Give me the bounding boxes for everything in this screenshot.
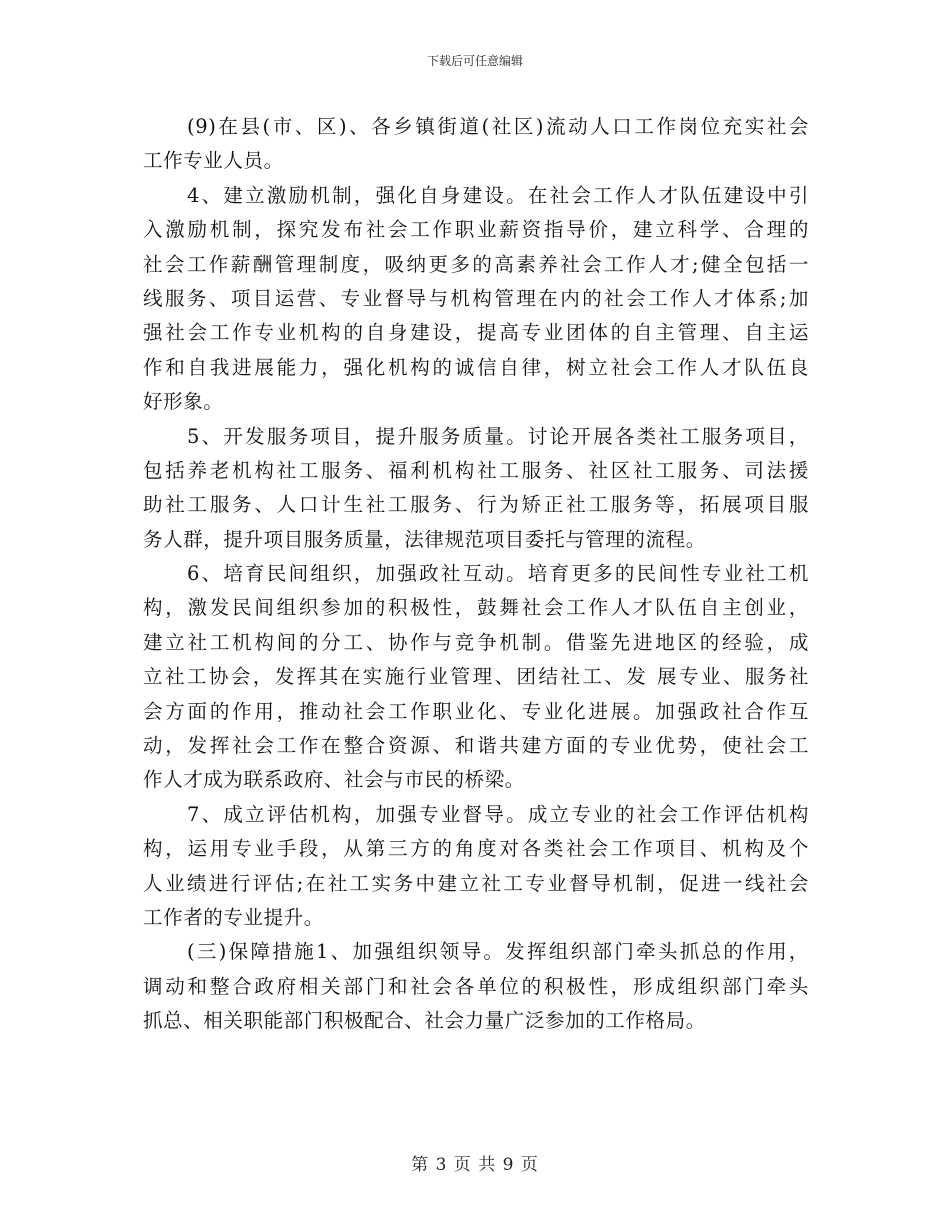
text-line: 线服务、项目运营、专业督导与机构管理在内的社会工作人才体系;加 <box>143 286 809 310</box>
text-line: 务人群，提升项目服务质量，法律规范项目委托与管理的流程。 <box>143 527 706 551</box>
text-line: 立社工协会，发挥其在实施行业管理、团结社工、发 展专业、服务社 <box>143 665 809 689</box>
text-line: 5、开发服务项目，提升服务质量。讨论开展各类社工服务项目， <box>187 424 809 448</box>
text-line: 工作者的专业提升。 <box>143 905 324 929</box>
text-line: (9)在县(市、区)、各乡镇街道(社区)流动人口工作岗位充实社会 <box>187 115 809 138</box>
text-line: 入激励机制，探究发布社会工作职业薪资指导价，建立科学、合理的 <box>143 218 809 242</box>
page-number-footer: 第 3 页 共 9 页 <box>411 1155 539 1175</box>
text-line: 动，发挥社会工作在整合资源、和谐共建方面的专业优势，使社会工 <box>143 734 809 758</box>
paragraph-6 <box>143 557 809 798</box>
text-line: 作和自我进展能力，强化机构的诚信自律，树立社会工作人才队伍良 <box>143 355 809 379</box>
document-body <box>143 110 809 1039</box>
text-line: 作人才成为联系政府、社会与市民的桥梁。 <box>143 768 525 792</box>
text-line: 7、成立评估机构，加强专业督导。成立专业的社会工作评估机构 <box>187 802 809 826</box>
text-line: 人业绩进行评估;在社工实务中建立社工专业督导机制，促进一线社会 <box>143 871 809 895</box>
text-line: 构，激发民间组织参加的积极性，鼓舞社会工作人才队伍自主创业， <box>143 596 809 620</box>
text-line: 会方面的作用，推动社会工作职业化、专业化进展。加强政社合作互 <box>143 699 809 723</box>
text-line: 抓总、相关职能部门积极配合、社会力量广泛参加的工作格局。 <box>143 1009 706 1033</box>
text-line: 助社工服务、人口计生社工服务、行为矫正社工服务等，拓展项目服 <box>143 493 809 517</box>
text-line: 包括养老机构社工服务、福利机构社工服务、社区社工服务、司法援 <box>143 458 809 482</box>
paragraph-4 <box>143 179 809 420</box>
text-line: (三)保障措施1、加强组织领导。发挥组织部门牵头抓总的作用， <box>187 940 809 964</box>
text-line: 建立社工机构间的分工、协作与竞争机制。借鉴先进地区的经验，成 <box>143 630 809 654</box>
text-line: 调动和整合政府相关部门和社会各单位的积极性，形成组织部门牵头 <box>143 974 809 998</box>
text-line: 好形象。 <box>143 390 224 414</box>
text-line: 工作专业人员。 <box>143 149 284 173</box>
text-line: 社会工作薪酬管理制度，吸纳更多的高素养社会工作人才;健全包括一 <box>143 252 809 276</box>
text-line: 构，运用专业手段，从第三方的角度对各类社会工作项目、机构及个 <box>143 837 809 861</box>
paragraph-9 <box>143 110 809 179</box>
text-line: 6、培育民间组织，加强政社互动。培育更多的民间性专业社工机 <box>187 562 809 586</box>
page-header: 下载后可任意编辑 <box>426 54 523 68</box>
paragraph-safeguard-measures <box>143 935 809 1038</box>
text-line: 4、建立激励机制，强化自身建设。在社会工作人才队伍建设中引 <box>187 183 809 207</box>
paragraph-7 <box>143 798 809 936</box>
text-line: 强社会工作专业机构的自身建设，提高专业团体的自主管理、自主运 <box>143 321 809 345</box>
paragraph-5 <box>143 420 809 558</box>
